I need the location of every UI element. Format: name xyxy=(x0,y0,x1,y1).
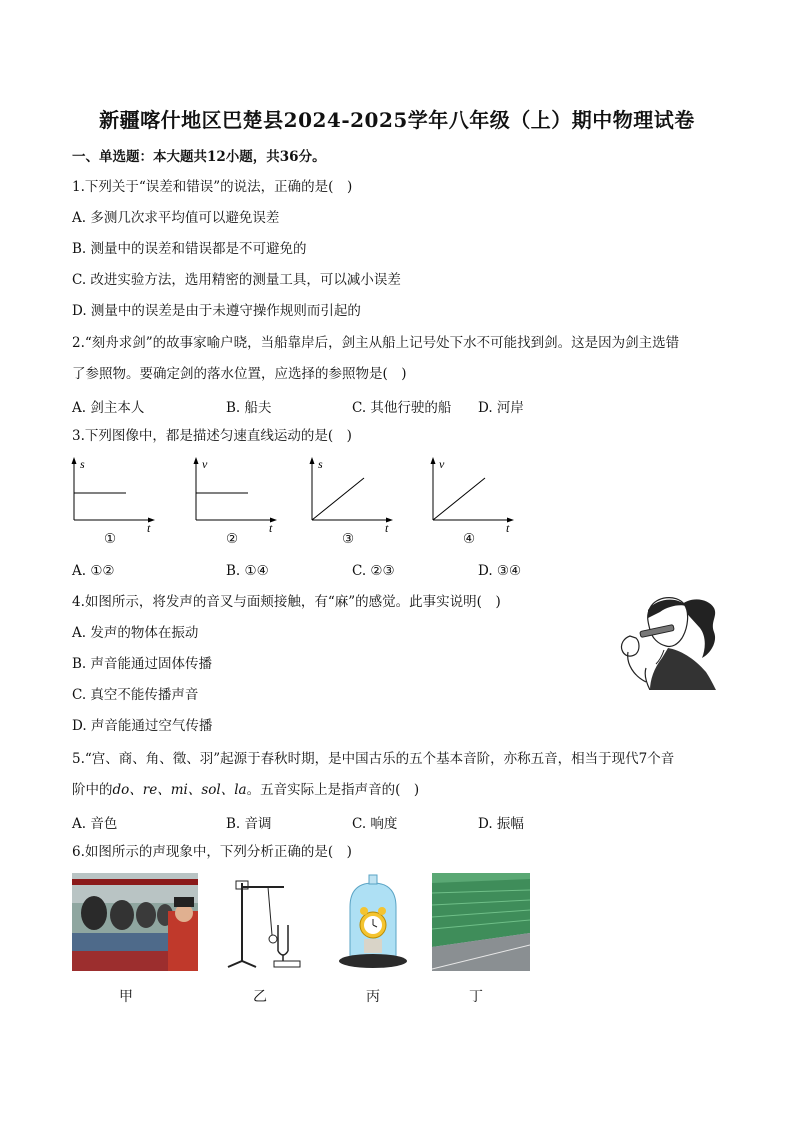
q5-option-c: C. 响度 xyxy=(352,816,398,832)
q4-option-a: A. 发声的物体在振动 xyxy=(72,625,199,641)
section-heading: 一、单选题：本大题共12小题，共36分。 xyxy=(72,149,326,165)
graph-4-xlabel: t xyxy=(506,521,510,535)
graph-2-label: ② xyxy=(225,531,239,547)
graph-3-xlabel: t xyxy=(385,521,389,535)
bianzhong-bells-photo xyxy=(72,873,198,971)
q5-stem-line1: 5.“宫、商、角、徵、羽”起源于春秋时期，是中国古乐的五个基本音阶，亦称五音，相当于现代7个音 xyxy=(72,751,675,767)
graph-2-ylabel: v xyxy=(202,457,208,471)
q1-option-a: A. 多测几次求平均值可以避免误差 xyxy=(72,210,280,226)
bell-jar-clock-photo xyxy=(336,873,410,971)
q3-stem: 3.下列图像中，都是描述匀速直线运动的是( ) xyxy=(72,428,352,444)
q5-stem-prefix: 阶中的 xyxy=(72,782,113,798)
q5-option-d: D. 振幅 xyxy=(478,816,524,832)
graph-3-label: ③ xyxy=(341,531,355,547)
q4-option-d: D. 声音能通过空气传播 xyxy=(72,718,213,734)
caption-yi: 乙 xyxy=(253,989,267,1005)
q2-option-d: D. 河岸 xyxy=(478,400,524,416)
q2-option-c: C. 其他行驶的船 xyxy=(352,400,452,416)
q3-option-c: C. ②③ xyxy=(352,563,395,579)
q4-option-c: C. 真空不能传播声音 xyxy=(72,687,199,703)
q4-stem: 4.如图所示，将发声的音叉与面颊接触，有“麻”的感觉。此事实说明( ) xyxy=(72,594,501,610)
q1-stem: 1.下列关于“误差和错误”的说法，正确的是( ) xyxy=(72,179,353,195)
graph-4-label: ④ xyxy=(462,531,476,547)
q2-option-b: B. 船夫 xyxy=(226,400,272,416)
graph-1-xlabel: t xyxy=(147,521,151,535)
girl-tuning-fork-illustration xyxy=(610,592,722,690)
tuning-fork-stand-diagram xyxy=(222,873,306,971)
graph-2-xlabel: t xyxy=(269,521,273,535)
caption-jia: 甲 xyxy=(119,989,133,1005)
q6-stem: 6.如图所示的声现象中，下列分析正确的是( ) xyxy=(72,844,352,860)
graph-1-ylabel: s xyxy=(80,457,85,471)
graph-2 xyxy=(188,456,278,536)
q5-option-b: B. 音调 xyxy=(226,816,272,832)
caption-bing: 丙 xyxy=(366,989,380,1005)
graph-3-ylabel: s xyxy=(318,457,323,471)
q3-option-d: D. ③④ xyxy=(478,563,522,579)
q4-option-b: B. 声音能通过固体传播 xyxy=(72,656,213,672)
q5-solfege-notes: do、re、mi、sol、la xyxy=(112,782,247,798)
q2-stem-line2: 了参照物。要确定剑的落水位置，应选择的参照物是( ) xyxy=(72,366,407,382)
caption-ding: 丁 xyxy=(469,989,483,1005)
graph-3 xyxy=(304,456,394,536)
q2-stem-line1: 2.“刻舟求剑”的故事家喻户晓，当船靠岸后，剑主从船上记号处下水不可能找到剑。这是因为剑主选错 xyxy=(72,335,680,351)
q1-option-c: C. 改进实验方法，选用精密的测量工具，可以减小误差 xyxy=(72,272,401,288)
graph-4-ylabel: v xyxy=(439,457,445,471)
q2-option-a: A. 剑主本人 xyxy=(72,400,145,416)
graph-1 xyxy=(66,456,156,536)
q5-option-a: A. 音色 xyxy=(72,816,118,832)
noise-barrier-photo xyxy=(432,873,530,971)
graph-4 xyxy=(425,456,515,536)
q5-stem-line2 xyxy=(72,781,419,799)
q3-option-b: B. ①④ xyxy=(226,563,269,579)
page-title: 新疆喀什地区巴楚县2024-2025学年八年级（上）期中物理试卷 xyxy=(99,108,695,132)
q3-option-a: A. ①② xyxy=(72,563,115,579)
q5-stem-suffix: 。五音实际上是指声音的( ) xyxy=(246,782,420,798)
q1-option-b: B. 测量中的误差和错误都是不可避免的 xyxy=(72,241,307,257)
graph-1-label: ① xyxy=(103,531,117,547)
q1-option-d: D. 测量中的误差是由于未遵守操作规则而引起的 xyxy=(72,303,361,319)
